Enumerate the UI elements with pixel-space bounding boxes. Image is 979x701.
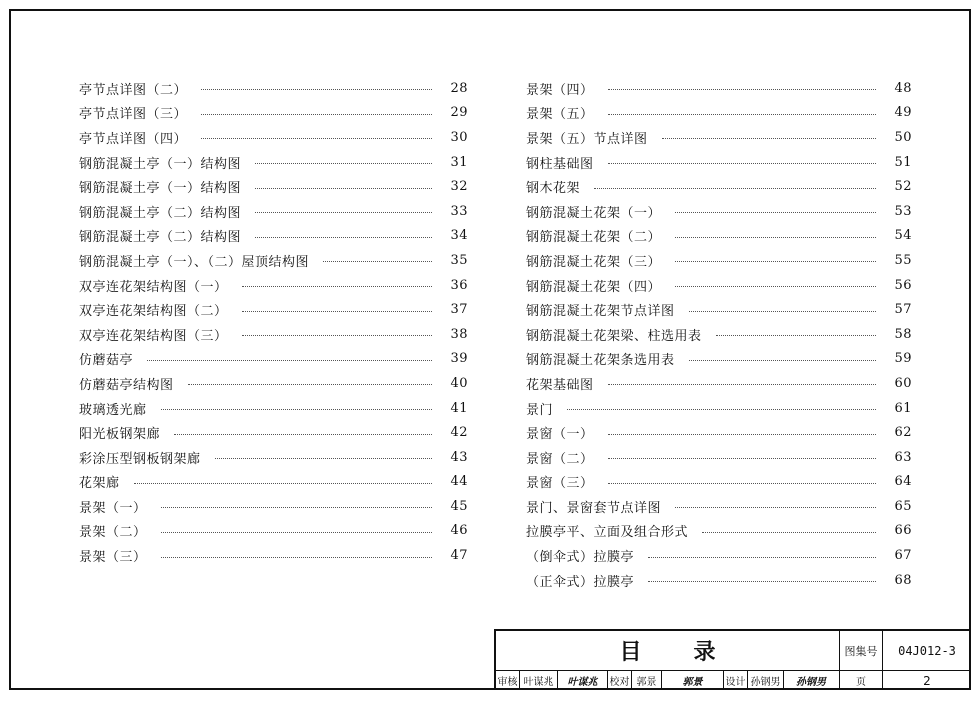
dot-leader — [242, 310, 432, 312]
toc-entry — [526, 101, 912, 126]
toc-entry-title: 钢筋混凝土花架节点详图 — [526, 304, 675, 320]
dot-leader — [201, 113, 432, 115]
toc-entry-title: 钢木花架 — [526, 181, 581, 197]
dot-leader — [675, 285, 876, 287]
toc-entry — [526, 347, 912, 372]
toc-entry-title: 双亭连花架结构图（三） — [79, 328, 228, 344]
dot-leader — [648, 580, 876, 582]
dot-leader — [594, 187, 876, 189]
toc-entry — [526, 420, 912, 445]
toc-entry — [526, 371, 912, 396]
toc-entry-page: 44 — [450, 474, 468, 490]
toc-entry-title: 景窗（三） — [526, 476, 594, 492]
atlas-number-value: 04J012-3 — [883, 631, 971, 671]
toc-entry-title: 钢筋混凝土亭（一）结构图 — [79, 181, 242, 197]
title-block-title-cell — [496, 631, 840, 671]
atlas-number-label: 图集号 — [840, 631, 883, 671]
toc-entry — [526, 199, 912, 224]
toc-entry — [526, 224, 912, 249]
toc-entry-page: 48 — [894, 80, 912, 96]
checker-signature: 郭景 — [662, 671, 724, 690]
toc-entry — [79, 347, 468, 372]
toc-entry — [526, 125, 912, 150]
toc-entry-title: 景架（四） — [526, 82, 594, 98]
dot-leader — [255, 162, 432, 164]
dot-leader — [608, 162, 876, 164]
toc-entry-page: 32 — [450, 179, 468, 195]
toc-entry-title: 钢柱基础图 — [526, 156, 594, 172]
check-label: 校对 — [608, 671, 632, 690]
toc-entry-page: 56 — [894, 277, 912, 293]
toc-entry-title: 钢筋混凝土花架（三） — [526, 254, 662, 270]
dot-leader — [675, 236, 876, 238]
toc-entry-page: 58 — [894, 326, 912, 342]
dot-leader — [242, 334, 432, 336]
toc-entry — [79, 101, 468, 126]
toc-entry — [79, 322, 468, 347]
page-number: 2 — [923, 673, 931, 688]
toc-entry-page: 36 — [450, 277, 468, 293]
dot-leader — [215, 457, 432, 459]
toc-entry — [79, 519, 468, 544]
page-label: 页 — [840, 671, 883, 690]
toc-entry — [526, 174, 912, 199]
toc-entry-title: 花架廊 — [79, 476, 120, 492]
toc-entry — [79, 494, 468, 519]
toc-entry-page: 41 — [450, 400, 468, 416]
toc-entry — [79, 396, 468, 421]
toc-entry-page: 37 — [450, 302, 468, 318]
dot-leader — [161, 556, 432, 558]
toc-entry — [79, 420, 468, 445]
toc-entry-title: 景架（五） — [526, 107, 594, 123]
dot-leader — [675, 260, 876, 262]
toc-entry — [79, 174, 468, 199]
toc-entry-title: 双亭连花架结构图（二） — [79, 304, 228, 320]
toc-entry-title: 亭节点详图（二） — [79, 82, 188, 98]
toc-entry-title: 景架（二） — [79, 525, 147, 541]
toc-entry — [526, 396, 912, 421]
toc-entry-title: 仿蘑菇亭结构图 — [79, 377, 174, 393]
toc-entry-page: 30 — [450, 129, 468, 145]
toc-entry-title: 阳光板钢架廊 — [79, 427, 161, 443]
toc-entry — [79, 543, 468, 568]
toc-entry — [79, 224, 468, 249]
toc-entry — [79, 150, 468, 175]
toc-entry-page: 53 — [894, 203, 912, 219]
toc-entry-title: 彩涂压型钢板钢架廊 — [79, 451, 201, 467]
toc-entry-title: 景门 — [526, 402, 554, 418]
dot-leader — [716, 334, 876, 336]
toc-entry — [526, 494, 912, 519]
toc-left-column — [79, 76, 468, 568]
toc-entry — [526, 568, 912, 593]
toc-entry-page: 47 — [450, 548, 468, 564]
review-label: 审核 — [496, 671, 520, 690]
toc-entry-title: 钢筋混凝土亭（二）结构图 — [79, 205, 242, 221]
toc-entry-page: 61 — [894, 400, 912, 416]
toc-entry-page: 57 — [894, 302, 912, 318]
toc-entry-page: 40 — [450, 375, 468, 391]
checker-name: 郭景 — [632, 671, 662, 690]
toc-entry — [79, 76, 468, 101]
toc-entry-title: （正伞式）拉膜亭 — [526, 574, 635, 590]
toc-entry-title: 仿蘑菇亭 — [79, 353, 134, 369]
dot-leader — [675, 211, 876, 213]
toc-entry-page: 67 — [894, 548, 912, 564]
toc-entry-page: 29 — [450, 105, 468, 121]
reviewer-signature: 叶谋兆 — [558, 671, 608, 690]
toc-entry-title: 景窗（二） — [526, 451, 594, 467]
toc-entry-title: 钢筋混凝土花架（四） — [526, 279, 662, 295]
toc-entry-page: 35 — [450, 252, 468, 268]
toc-entry-title: 钢筋混凝土亭（二）结构图 — [79, 230, 242, 246]
design-label: 设计 — [724, 671, 748, 690]
toc-entry — [526, 519, 912, 544]
toc-entry-page: 38 — [450, 326, 468, 342]
toc-entry-page: 43 — [450, 449, 468, 465]
dot-leader — [675, 506, 876, 508]
dot-leader — [702, 531, 876, 533]
dot-leader — [174, 433, 432, 435]
toc-entry-title: （倒伞式）拉膜亭 — [526, 550, 635, 566]
toc-right-column — [526, 76, 912, 592]
dot-leader — [255, 187, 432, 189]
toc-entry-page: 60 — [894, 375, 912, 391]
dot-leader — [689, 310, 876, 312]
toc-entry-page: 39 — [450, 351, 468, 367]
dot-leader — [608, 482, 876, 484]
toc-entry-title: 景架（一） — [79, 500, 147, 516]
toc-entry — [79, 273, 468, 298]
dot-leader — [255, 211, 432, 213]
dot-leader — [662, 137, 876, 139]
toc-entry-page: 59 — [894, 351, 912, 367]
dot-leader — [242, 285, 432, 287]
toc-entry — [526, 470, 912, 495]
toc-entry-page: 51 — [894, 154, 912, 170]
toc-entry-page: 64 — [894, 474, 912, 490]
toc-entry-page: 52 — [894, 179, 912, 195]
toc-entry-title: 钢筋混凝土亭（一）、（二）屋顶结构图 — [79, 254, 310, 270]
toc-entry — [79, 248, 468, 273]
dot-leader — [608, 457, 876, 459]
toc-entry-title: 钢筋混凝土花架条选用表 — [526, 353, 675, 369]
dot-leader — [323, 260, 432, 262]
designer-signature: 孙钢男 — [796, 677, 826, 688]
toc-entry-page: 65 — [894, 498, 912, 514]
toc-entry — [79, 371, 468, 396]
toc-entry-page: 42 — [450, 425, 468, 441]
dot-leader — [161, 531, 432, 533]
toc-entry-page: 66 — [894, 523, 912, 539]
document-title: 目录 — [619, 640, 768, 665]
dot-leader — [648, 556, 876, 558]
toc-entry-page: 55 — [894, 252, 912, 268]
toc-entry — [526, 248, 912, 273]
toc-entry-title: 景窗（一） — [526, 427, 594, 443]
toc-entry-page: 49 — [894, 105, 912, 121]
toc-entry-title: 钢筋混凝土花架（二） — [526, 230, 662, 246]
designer-name: 孙钢男 — [748, 671, 784, 690]
toc-entry-title: 亭节点详图（三） — [79, 107, 188, 123]
title-block — [494, 629, 971, 690]
dot-leader — [608, 433, 876, 435]
toc-entry — [526, 76, 912, 101]
dot-leader — [161, 506, 432, 508]
toc-entry — [526, 445, 912, 470]
dot-leader — [201, 137, 432, 139]
dot-leader — [161, 408, 432, 410]
toc-entry-title: 钢筋混凝土花架（一） — [526, 205, 662, 221]
toc-entry-page: 45 — [450, 498, 468, 514]
toc-entry-title: 亭节点详图（四） — [79, 131, 188, 147]
dot-leader — [567, 408, 876, 410]
toc-entry — [526, 543, 912, 568]
toc-entry-title: 花架基础图 — [526, 377, 594, 393]
toc-entry — [526, 273, 912, 298]
toc-entry-page: 62 — [894, 425, 912, 441]
toc-entry — [79, 125, 468, 150]
toc-entry-title: 景门、景窗套节点详图 — [526, 500, 662, 516]
toc-entry-page: 63 — [894, 449, 912, 465]
dot-leader — [134, 482, 432, 484]
dot-leader — [201, 88, 432, 90]
toc-entry — [79, 470, 468, 495]
toc-entry-page: 31 — [450, 154, 468, 170]
toc-entry-title: 拉膜亭平、立面及组合形式 — [526, 525, 689, 541]
dot-leader — [147, 359, 432, 361]
toc-entry-page: 68 — [894, 572, 912, 588]
toc-entry-title: 钢筋混凝土亭（一）结构图 — [79, 156, 242, 172]
toc-entry-title: 钢筋混凝土花架梁、柱选用表 — [526, 328, 702, 344]
toc-entry-title: 玻璃透光廊 — [79, 402, 147, 418]
toc-entry — [526, 322, 912, 347]
dot-leader — [608, 88, 876, 90]
toc-entry-page: 28 — [450, 80, 468, 96]
dot-leader — [608, 383, 876, 385]
toc-entry-page: 33 — [450, 203, 468, 219]
toc-entry-page: 34 — [450, 228, 468, 244]
toc-entry-page: 50 — [894, 129, 912, 145]
toc-entry-title: 景架（五）节点详图 — [526, 131, 648, 147]
toc-entry — [79, 199, 468, 224]
dot-leader — [255, 236, 432, 238]
toc-entry — [526, 150, 912, 175]
toc-entry — [79, 445, 468, 470]
reviewer-name: 叶谋兆 — [520, 671, 558, 690]
toc-entry — [79, 297, 468, 322]
toc-entry-page: 54 — [894, 228, 912, 244]
toc-entry-page: 46 — [450, 523, 468, 539]
toc-entry — [526, 297, 912, 322]
signature-row — [496, 671, 840, 690]
dot-leader — [689, 359, 876, 361]
toc-entry-title: 双亭连花架结构图（一） — [79, 279, 228, 295]
dot-leader — [608, 113, 876, 115]
toc-entry-title: 景架（三） — [79, 550, 147, 566]
dot-leader — [188, 383, 432, 385]
